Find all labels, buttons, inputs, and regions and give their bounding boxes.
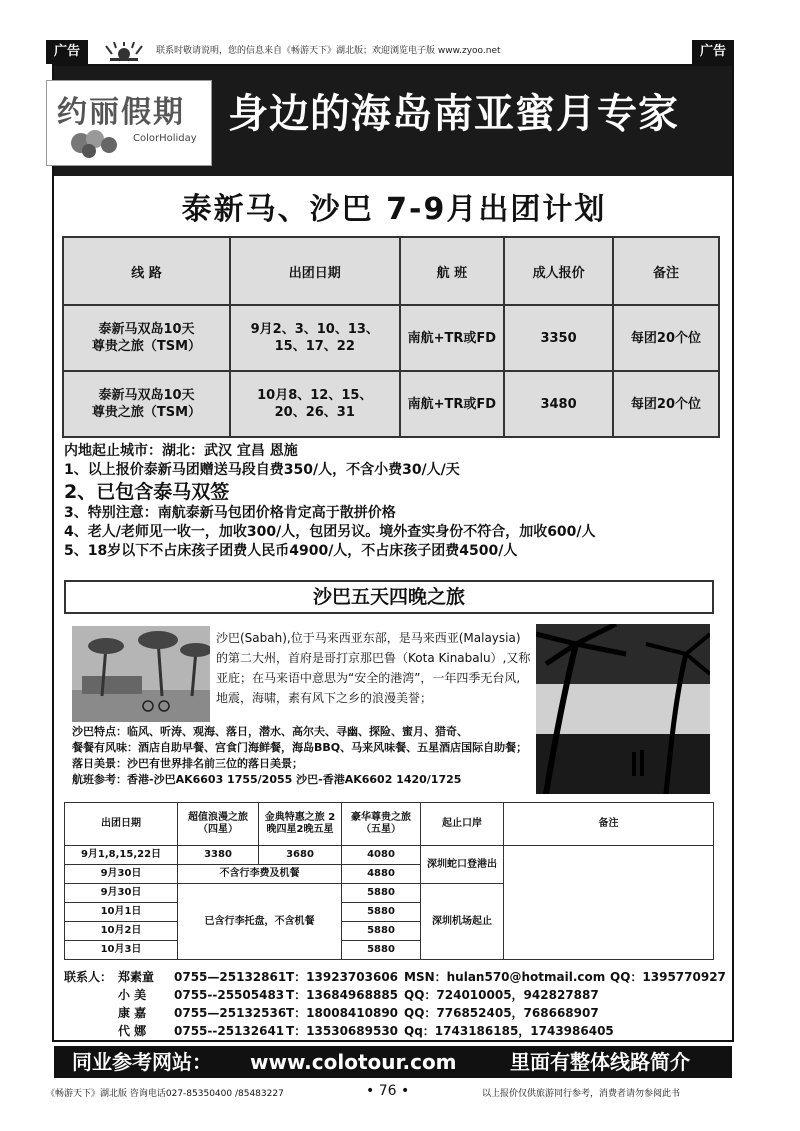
remark-cell	[504, 846, 714, 960]
logo-en: ColorHoliday	[133, 133, 197, 144]
ad-label-left: 广告	[46, 40, 88, 64]
table-row: 10月3日 5880	[65, 941, 714, 960]
tour-table	[62, 236, 720, 438]
port-cell: 深圳机场起止	[421, 884, 504, 960]
table-row: 10月2日 5880	[65, 922, 714, 941]
sunset-photo	[536, 624, 710, 794]
feature-3: 落日美景：沙巴有世界排名前三位的落日美景；	[72, 757, 303, 770]
website-tail: 里面有整体线路简介	[510, 1050, 690, 1074]
col-remark: 备注	[504, 803, 714, 846]
note-cell: 每团20个位	[613, 371, 719, 437]
contacts-label: 联系人：	[64, 970, 113, 984]
col-note: 备注	[613, 237, 719, 305]
route-cell: 泰新马双岛10天 尊贵之旅（TSM）	[63, 371, 230, 437]
note-1: 1、以上报价泰新马团赠送马段自费350/人，不含小费30/人/天	[64, 462, 460, 478]
sabah-description: 沙巴(Sabah),位于马来西亚东部，是马来西亚(Malaysia)的第二大州，首府是哥打京那巴鲁（Kota Kinabalu）,又称亚庇；在马来语中意思为“安全的港湾”，一年四季无台风,地震，海啸，素有风下之乡的浪漫美誉；	[216, 631, 531, 705]
sabah-title: 沙巴五天四晚之旅	[64, 580, 714, 614]
col-flight: 航 班	[400, 237, 505, 305]
dates-cell: 9月2、3、10、13、 15、17、22	[230, 305, 400, 371]
col-port: 起止口岸	[421, 803, 504, 846]
table-row: 9月1,8,15,22日 3380 3680 4080 深圳蛇口登港出	[65, 846, 714, 865]
note-3: 3、特别注意：南航泰新马包团价格肯定高于散拼价格	[64, 505, 396, 521]
table-row: 9月30日 已含行李托盘，不含机餐 5880 深圳机场起止	[65, 884, 714, 903]
col-date: 出团日期	[65, 803, 178, 846]
top-ad-bar	[46, 40, 734, 64]
table-row	[63, 305, 719, 371]
merged-note: 已含行李托盘，不含机餐	[178, 884, 342, 960]
magazine-logo-icon	[104, 42, 144, 62]
note-2: 2、已包含泰马双签	[64, 481, 230, 503]
ad-label-right: 广告	[692, 40, 734, 64]
page-number: • 76 •	[366, 1083, 410, 1099]
col-tier2: 金典特惠之旅 2晚四星2晚五星	[259, 803, 342, 846]
feature-1: 沙巴特点：临风、听涛、观海、落日，潜水、高尔夫、寻幽、探险、蜜月、猎奇、	[72, 725, 468, 738]
brand-logo	[46, 80, 212, 166]
note-cell: 每团20个位	[613, 305, 719, 371]
table-row: 10月1日 5880	[65, 903, 714, 922]
route-cell: 泰新马双岛10天 尊贵之旅（TSM）	[63, 305, 230, 371]
beach-photo	[72, 626, 210, 722]
flower-icon	[59, 125, 129, 161]
price-cell: 3350	[504, 305, 613, 371]
contact-row: 康 嘉 0755—25132536 T：18008410890 QQ：776852405，768668907	[118, 1006, 599, 1020]
sabah-features	[72, 724, 534, 788]
merged-note: 不含行李费及机餐	[178, 865, 342, 884]
contact-row: 代 娜 0755--25132641 T：13530689530 Qq：1743186185，1743986405	[118, 1024, 614, 1038]
col-tier3: 豪华尊贵之旅（五星）	[342, 803, 421, 846]
col-dates: 出团日期	[230, 237, 400, 305]
table-header-row	[63, 237, 719, 305]
website-label: 同业参考网站：	[72, 1050, 212, 1074]
col-route: 线 路	[63, 237, 230, 305]
footer-disclaimer: 以上报价仅供旅游同行参考，消费者请勿参阅此书	[482, 1089, 681, 1099]
ad-notice: 联系时敬请说明，您的信息来自《畅游天下》湖北版；欢迎浏览电子版 www.zyoo.net	[156, 46, 501, 56]
plan-title: 泰新马、沙巴 7-9月出团计划	[181, 192, 607, 227]
col-tier1: 超值浪漫之旅（四星）	[178, 803, 259, 846]
feature-4: 航班参考：香港-沙巴AK6603 1755/2055 沙巴-香港AK6602 1420/1725	[72, 773, 462, 786]
table-row: 9月30日 不含行李费及机餐 4880	[65, 865, 714, 884]
flight-cell: 南航+TR或FD	[400, 305, 505, 371]
table-row	[63, 371, 719, 437]
table-header-row	[65, 803, 714, 846]
dates-cell: 10月8、12、15、 20、26、31	[230, 371, 400, 437]
website-link[interactable]: www.colotour.com	[250, 1050, 457, 1074]
contacts	[64, 968, 734, 1040]
note-5: 5、18岁以下不占床孩子团费人民币4900/人，不占床孩子团费4500/人	[64, 543, 518, 559]
col-price: 成人报价	[504, 237, 613, 305]
notes	[64, 442, 734, 561]
note-cities: 内地起止城市：湖北：武汉 宜昌 恩施	[64, 443, 298, 459]
logo-cn: 约丽假期	[57, 95, 185, 130]
website-bar	[54, 1046, 732, 1078]
contact-row: 联系人： 郑素童 0755—25132861 T：13923703606 MSN：hulan570@hotmail.com QQ：1395770927	[64, 970, 726, 984]
price-cell: 3480	[504, 371, 613, 437]
flight-cell: 南航+TR或FD	[400, 371, 505, 437]
headline: 身边的海岛南亚蜜月专家	[228, 91, 679, 137]
feature-2: 餐餐有风味：酒店自助早餐、宫食门海鲜餐，海岛BBQ、马来风味餐、五星酒店国际自助餐；	[72, 741, 528, 754]
note-4: 4、老人/老师见一收一，加收300/人，包团另议。境外查实身份不符合，加收600/人	[64, 524, 596, 540]
contact-row: 小 美 0755--25505483 T：13684968885 QQ：724010005，942827887	[118, 988, 599, 1002]
sabah-table	[64, 802, 714, 960]
footer-contact: 《畅游天下》湖北版 咨询电话027-85350400 /85483227	[46, 1089, 284, 1099]
port-cell: 深圳蛇口登港出	[421, 846, 504, 884]
